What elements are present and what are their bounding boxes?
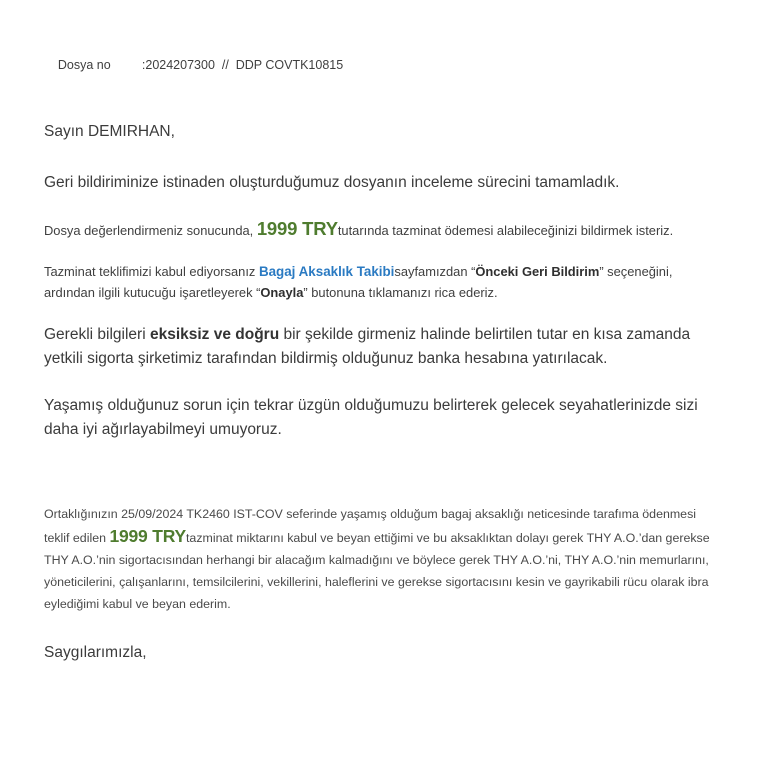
- previous-feedback-option-label: Önceki Geri Bildirim: [475, 264, 600, 279]
- conditions-text-part1: Gerekli bilgileri: [44, 326, 150, 343]
- instructions-text-part4: ” butonuna tıklamanızı rica ederiz.: [303, 285, 498, 300]
- instructions-text-part1: Tazminat teklifimizi kabul ediyorsanız: [44, 264, 259, 279]
- closing-text: Saygılarımızla,: [44, 644, 147, 661]
- baggage-tracking-link[interactable]: Bagaj Aksaklık Takibi: [258, 264, 395, 279]
- legal-text-part1: Ortaklığınızın 25/09/2024 TK2460 IST-COV seferinde yaşamış olduğum bagaj aksaklığı neticesinde tarafıma ödenmesi teklif edilen: [44, 507, 697, 545]
- file-reference-line: [44, 38, 724, 92]
- legal-compensation-amount: 1999 TRY: [109, 526, 186, 546]
- conditions-emphasis: eksiksiz ve doğru: [149, 326, 280, 343]
- offer-text-after: tutarında tazminat ödemesi alabileceğinizi bildirmek isteriz.: [337, 223, 674, 238]
- legal-spacer: [44, 465, 724, 503]
- greeting-text: Sayın DEMIRHAN,: [44, 123, 175, 140]
- conditions-text-part2: bir şekilde girmeniz halinde belirtilen tutar en kısa zamanda yetkili sigorta şirketimiz tarafından bildirmiş olduğunuz banka hesabına yatırılacak.: [44, 326, 691, 367]
- offer-text-before: Dosya değerlendirmeniz sonucunda,: [44, 223, 257, 238]
- instructions-paragraph: [44, 261, 724, 303]
- legal-text-part2: tazminat miktarını kabul ve beyan ettiğimi ve bu aksaklıktan dolayı gerek THY A.O.’dan gerekse THY A.O.’nin sigortacısından herhangi bir alacağım kalmadığını ve böylece gerek THY A.O.’ni, THY A.O.’nin memurlarını, yöneticilerini, çalışanlarını, temsilcilerini, vekillerini, haleflerini ve gerekse sigortacısını kesin ve gayrikabili rücu olarak ibra eylediğimi kabul ve beyan ederim.: [44, 531, 710, 611]
- conditions-paragraph: [44, 323, 716, 371]
- instructions-text-part2: sayfamızdan “: [394, 264, 476, 279]
- file-reference-value: :2024207300 // DDP COVTK10815: [141, 58, 344, 72]
- offer-paragraph: [44, 218, 724, 241]
- intro-paragraph: Geri bildiriminize istinaden oluşturduğumuz dosyanın inceleme sürecini tamamladık.: [44, 174, 620, 191]
- approve-button-label: Onayla: [260, 285, 304, 300]
- legal-declaration-paragraph: [44, 503, 724, 615]
- apology-paragraph: Yaşamış olduğunuz sorun için tekrar üzgün olduğumuzu belirterek gelecek seyahatlerinizde sizi daha iyi ağırlayabilmeyi umuyoruz.: [44, 397, 698, 438]
- instructions-text-part3: ” seçeneğini, ardından ilgili kutucuğu işaretleyerek “: [44, 264, 673, 300]
- closing-spacer: [44, 615, 724, 641]
- file-reference-label: Dosya no: [57, 58, 111, 72]
- compensation-amount: 1999 TRY: [256, 218, 338, 239]
